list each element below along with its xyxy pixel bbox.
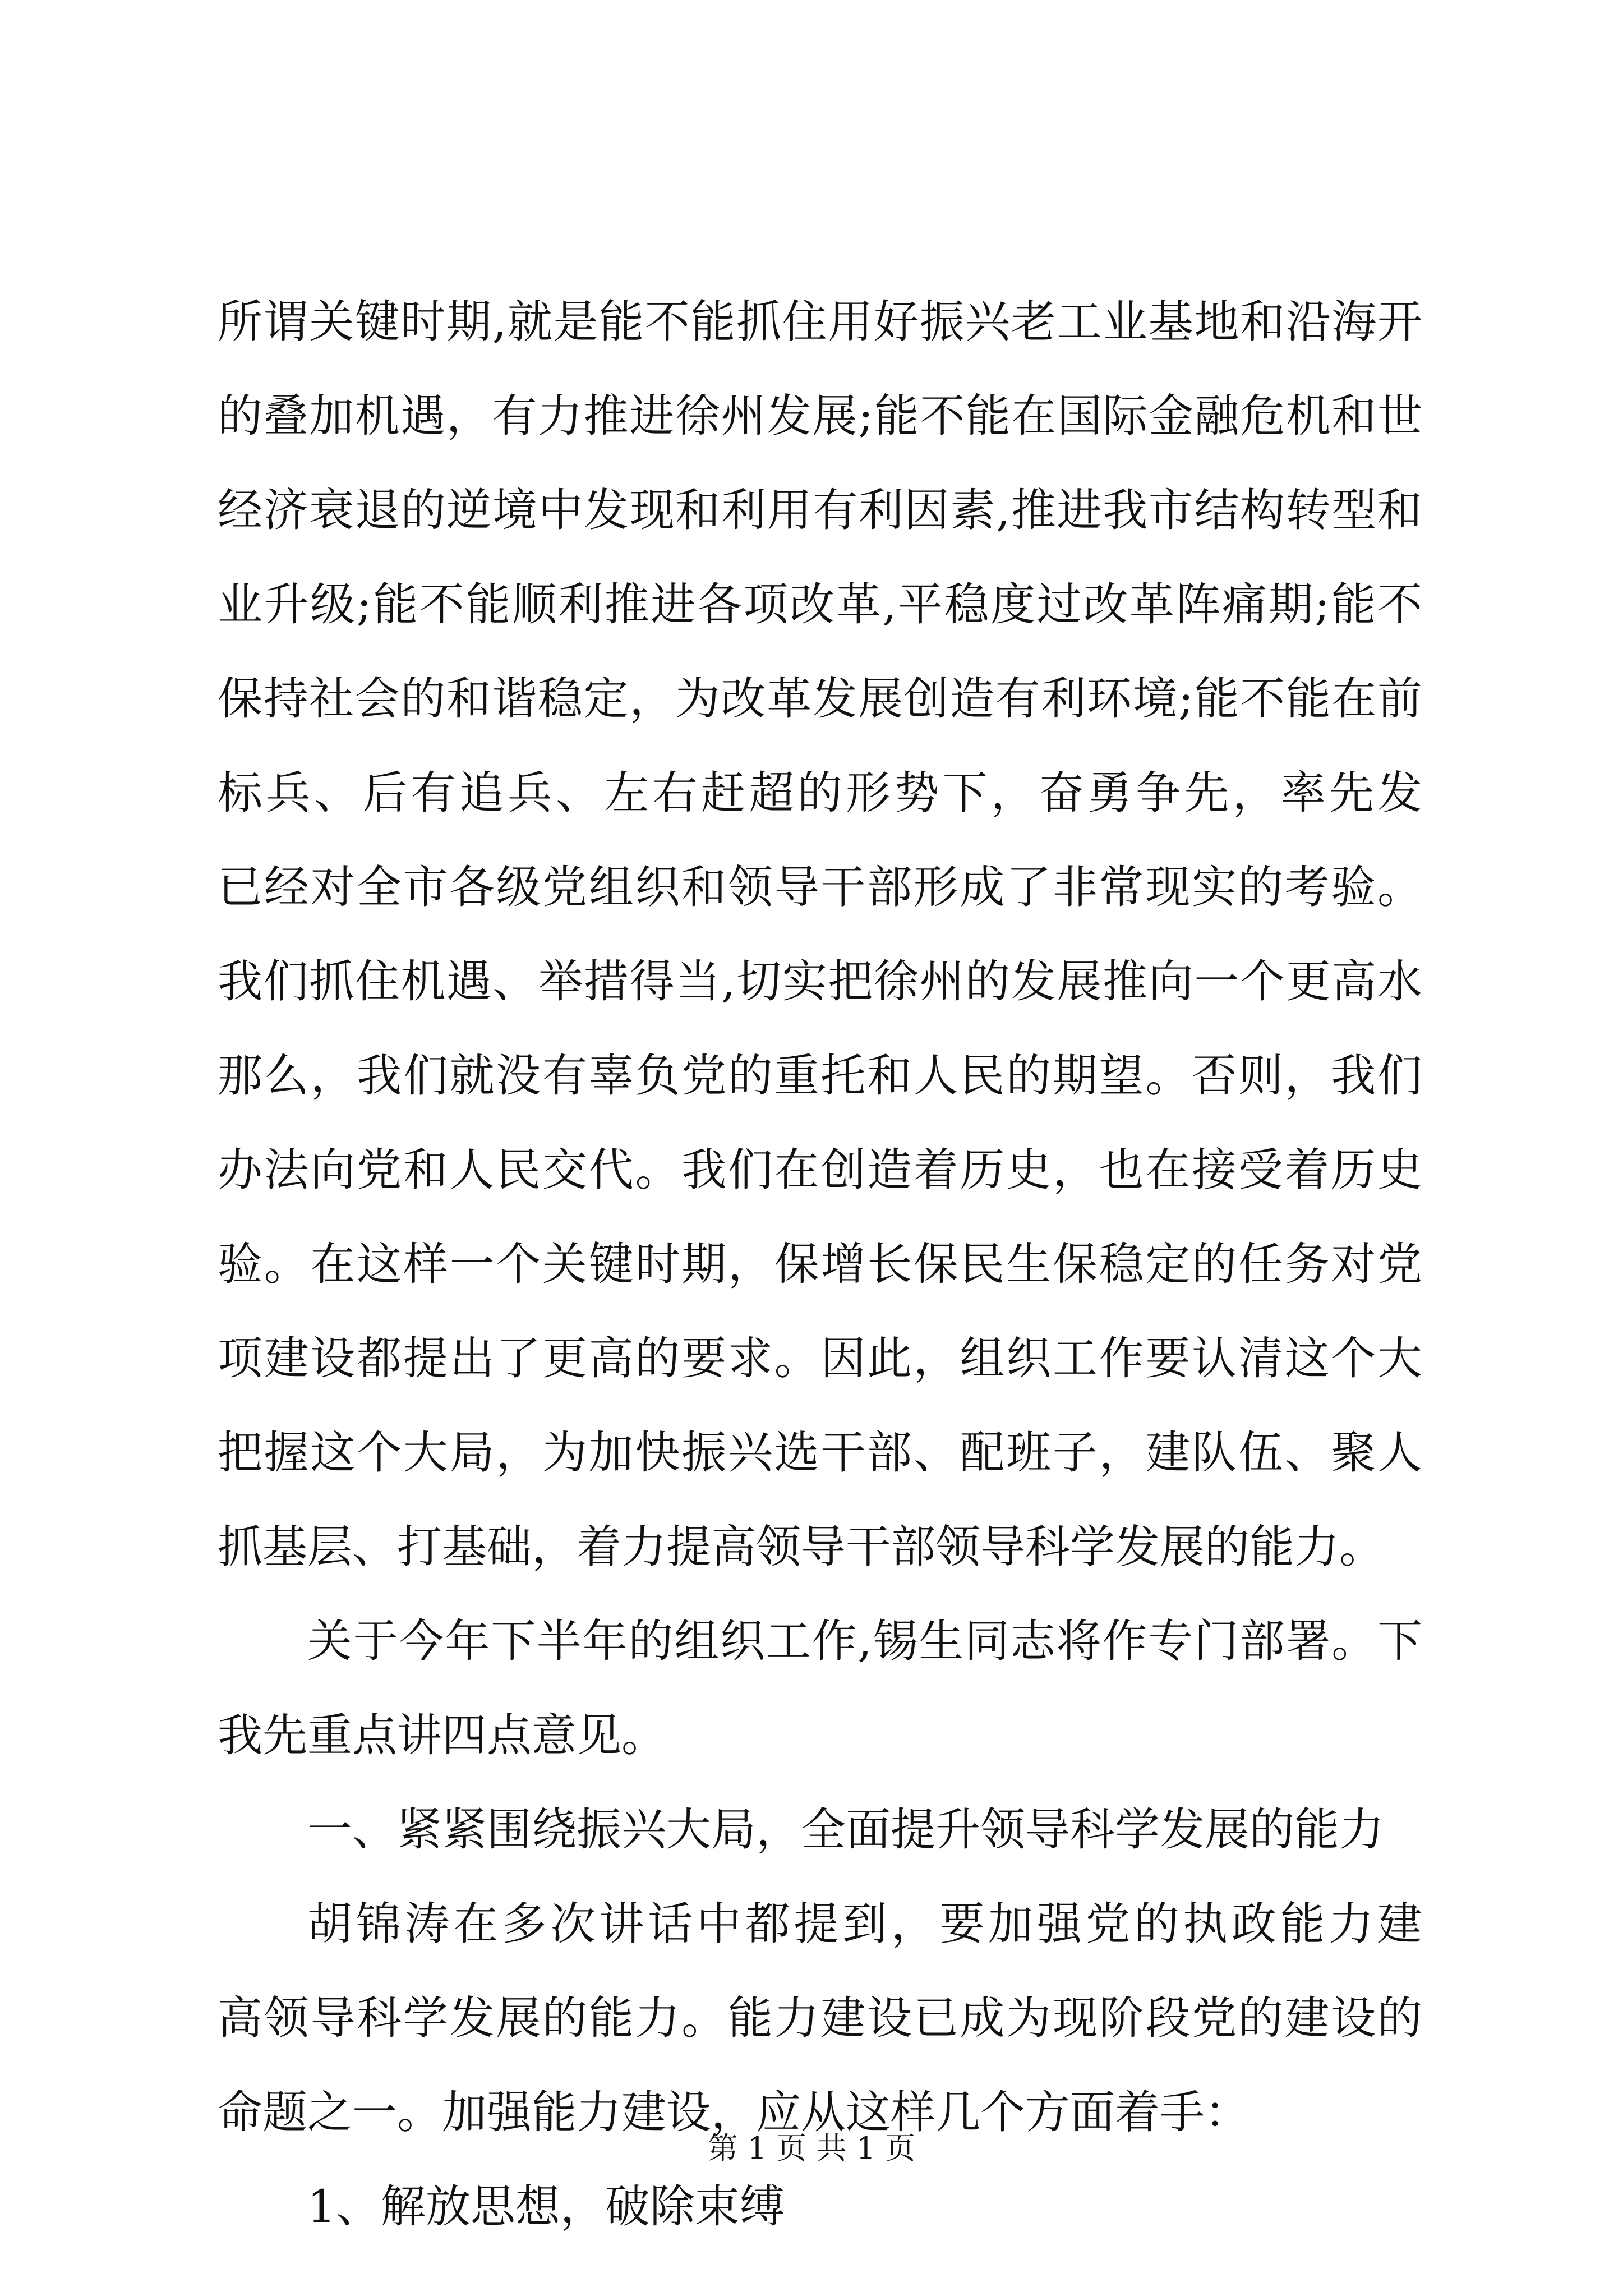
paragraph-1	[218, 275, 1422, 1594]
text-line: 验。在这样一个关键时期，保增长保民生保稳定的任务对党	[218, 1238, 1422, 1290]
text-line: 已经对全市各级党组织和领导干部形成了非常现实的考验。	[218, 861, 1422, 913]
text-line: 抓基层、打基础，着力提高领导干部领导科学发展的能力。	[218, 1521, 1384, 1573]
paragraph-2	[218, 1594, 1422, 1783]
paragraph-3	[218, 1877, 1422, 2160]
text-line: 的叠加机遇，有力推进徐州发展;能不能在国际金融危机和世	[218, 390, 1422, 442]
page-footer: 第 1 页 共 1 页	[707, 2131, 916, 2166]
text-line: 高领导科学发展的能力。能力建设已成为现阶段党的建设的	[218, 1992, 1422, 2044]
body-text	[218, 275, 1422, 2254]
text-line: 把握这个大局，为加快振兴选干部、配班子，建队伍、聚人	[218, 1427, 1422, 1479]
text-line: 标兵、后有追兵、左右赶超的形势下，奋勇争先，率先发	[218, 767, 1422, 819]
subsection-heading: 1、解放思想，破除束缚	[307, 2180, 785, 2233]
text-line: 那么，我们就没有辜负党的重托和人民的期望。否则，我们	[218, 1050, 1422, 1102]
text-line: 我们抓住机遇、举措得当,切实把徐州的发展推向一个更高水	[218, 955, 1422, 1007]
text-line: 保持社会的和谐稳定，为改革发展创造有利环境;能不能在前	[218, 673, 1422, 725]
text-line: 胡锦涛在多次讲话中都提到，要加强党的执政能力建	[307, 1898, 1422, 1950]
text-line: 命题之一。加强能力建设，应从这样几个方面着手：	[218, 2086, 1249, 2138]
text-line: 我先重点讲四点意见。	[218, 1709, 666, 1761]
text-line: 关于今年下半年的组织工作,锡生同志将作专门部署。下	[307, 1615, 1422, 1667]
text-line: 项建设都提出了更高的要求。因此，组织工作要认清这个大	[218, 1332, 1422, 1384]
text-line: 经济衰退的逆境中发现和利用有利因素,推进我市结构转型和	[218, 484, 1422, 536]
text-line: 办法向党和人民交代。我们在创造着历史，也在接受着历史	[218, 1144, 1422, 1196]
text-line: 所谓关键时期,就是能不能抓住用好振兴老工业基地和沿海开	[218, 296, 1422, 348]
section-heading: 一、紧紧围绕振兴大局，全面提升领导科学发展的能力	[307, 1803, 1384, 1856]
text-line: 业升级;能不能顺利推进各项改革,平稳度过改革阵痛期;能不	[218, 578, 1422, 631]
